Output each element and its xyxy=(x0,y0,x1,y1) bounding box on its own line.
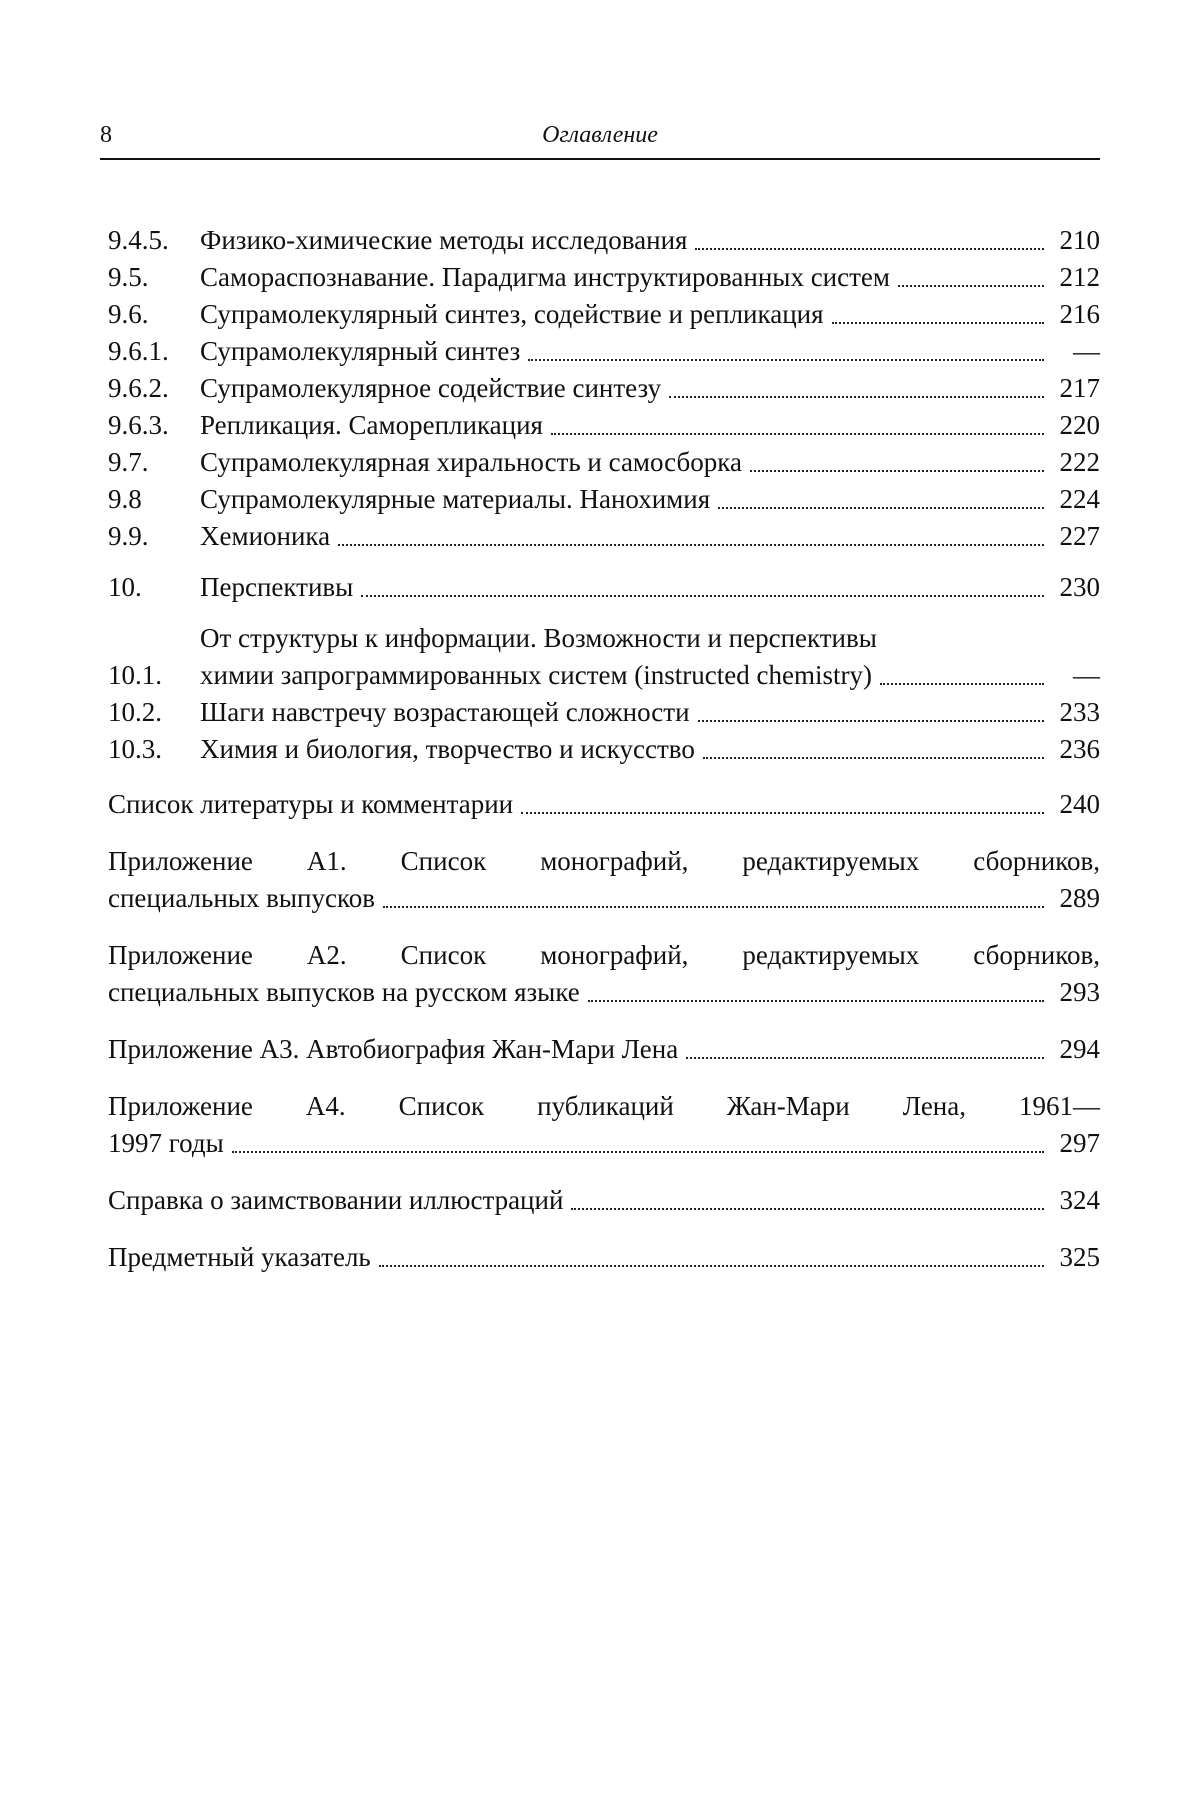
toc-entry[interactable] xyxy=(108,1031,1100,1068)
backmatter-title: Список литературы и комментарии xyxy=(108,786,513,823)
page-ref: 324 xyxy=(1054,1182,1100,1219)
dot-leader xyxy=(379,1265,1044,1267)
page-ref: 236 xyxy=(1054,731,1100,768)
dot-leader xyxy=(361,595,1044,597)
page-ref: 293 xyxy=(1054,974,1100,1011)
spacer xyxy=(108,606,1100,620)
section-title: Хемионика xyxy=(200,518,330,555)
appendix-title-line1: Приложение A1. Список монографий, редактируемых сборников, xyxy=(108,843,1100,880)
dot-leader xyxy=(686,1057,1044,1059)
spacer xyxy=(108,1011,1100,1031)
page-ref: 217 xyxy=(1054,370,1100,407)
toc-entry[interactable] xyxy=(108,569,1100,606)
toc-entry[interactable] xyxy=(108,937,1100,1011)
section-number: 9.8 xyxy=(108,481,200,518)
dot-leader xyxy=(703,757,1044,759)
toc-entry[interactable] xyxy=(108,407,1100,444)
backmatter-title: Предметный указатель xyxy=(108,1239,371,1276)
page-ref: 220 xyxy=(1054,407,1100,444)
toc-entry[interactable] xyxy=(108,1088,1100,1162)
dot-leader xyxy=(898,285,1044,287)
spacer xyxy=(108,917,1100,937)
section-title: Шаги навстречу возрастающей сложности xyxy=(200,694,690,731)
toc-entry[interactable] xyxy=(108,259,1100,296)
dot-leader xyxy=(750,470,1044,472)
spacer xyxy=(108,823,1100,843)
page-ref: 289 xyxy=(1054,880,1100,917)
toc-entry[interactable] xyxy=(108,1239,1100,1276)
dot-leader xyxy=(338,544,1044,546)
running-title: Оглавление xyxy=(100,122,1100,149)
toc-entry[interactable] xyxy=(108,1182,1100,1219)
dot-leader xyxy=(383,906,1044,908)
dot-leader xyxy=(588,1000,1044,1002)
dot-leader xyxy=(698,720,1044,722)
toc-entry[interactable] xyxy=(108,786,1100,823)
appendix-title-line1: Приложение A4. Список публикаций Жан-Мари Лена, 1961— xyxy=(108,1088,1100,1125)
spacer xyxy=(108,768,1100,786)
section-number: 9.6.2. xyxy=(108,370,200,407)
dot-leader xyxy=(571,1208,1044,1210)
toc-entry[interactable] xyxy=(108,518,1100,555)
section-number: 9.9. xyxy=(108,518,200,555)
section-title: Химия и биология, творчество и искусство xyxy=(200,731,695,768)
chapter-number: 10. xyxy=(108,569,200,606)
section-title: Супрамолекулярная хиральность и самосборка xyxy=(200,444,742,481)
dot-leader xyxy=(832,322,1044,324)
dot-leader xyxy=(880,683,1044,685)
dot-leader xyxy=(551,433,1044,435)
section-number: 9.6.3. xyxy=(108,407,200,444)
section-number: 10.1. xyxy=(108,657,200,694)
page-ref: — xyxy=(1054,333,1100,370)
page-ref: 216 xyxy=(1054,296,1100,333)
page-ref: 224 xyxy=(1054,481,1100,518)
spacer xyxy=(108,555,1100,569)
page-number: 8 xyxy=(100,122,112,149)
section-title-line1: От структуры к информации. Возможности и перспективы xyxy=(200,620,1100,657)
page-ref: 233 xyxy=(1054,694,1100,731)
page-ref: 297 xyxy=(1054,1125,1100,1162)
page-ref: 294 xyxy=(1054,1031,1100,1068)
toc-entry[interactable] xyxy=(108,296,1100,333)
dot-leader xyxy=(669,396,1044,398)
section-title: Супрамолекулярный синтез, содействие и репликация xyxy=(200,296,824,333)
section-number: 9.6. xyxy=(108,296,200,333)
spacer xyxy=(108,1162,1100,1182)
toc-entry[interactable] xyxy=(108,481,1100,518)
section-title: Физико-химические методы исследования xyxy=(200,222,687,259)
toc-entry[interactable] xyxy=(108,444,1100,481)
dot-leader xyxy=(232,1151,1044,1153)
section-number: 9.5. xyxy=(108,259,200,296)
spacer xyxy=(108,1219,1100,1239)
appendix-title: Приложение A3. Автобиография Жан-Мари Лена xyxy=(108,1031,678,1068)
section-title: Супрамолекулярные материалы. Нанохимия xyxy=(200,481,710,518)
toc-entry[interactable] xyxy=(108,620,1100,694)
page-ref: 240 xyxy=(1054,786,1100,823)
toc-entry[interactable] xyxy=(108,222,1100,259)
page-ref: — xyxy=(1054,657,1100,694)
page-ref: 230 xyxy=(1054,569,1100,606)
section-number: 9.4.5. xyxy=(108,222,200,259)
toc-entry[interactable] xyxy=(108,731,1100,768)
appendix-title-line1: Приложение A2. Список монографий, редактируемых сборников, xyxy=(108,937,1100,974)
dot-leader xyxy=(718,507,1044,509)
section-number: 10.3. xyxy=(108,731,200,768)
spacer xyxy=(108,1068,1100,1088)
page-ref: 227 xyxy=(1054,518,1100,555)
appendix-title-line2: 1997 годы xyxy=(108,1125,224,1162)
book-page xyxy=(0,0,1200,1818)
section-title: Репликация. Саморепликация xyxy=(200,407,543,444)
running-header xyxy=(100,118,1100,160)
toc-entry[interactable] xyxy=(108,694,1100,731)
appendix-title-line2: специальных выпусков xyxy=(108,880,375,917)
appendix-title-line2: специальных выпусков на русском языке xyxy=(108,974,580,1011)
section-number: 10.2. xyxy=(108,694,200,731)
page-ref: 212 xyxy=(1054,259,1100,296)
toc-entry[interactable] xyxy=(108,370,1100,407)
toc-entry[interactable] xyxy=(108,843,1100,917)
section-title: Супрамолекулярное содействие синтезу xyxy=(200,370,661,407)
page-ref: 325 xyxy=(1054,1239,1100,1276)
section-title-line2: химии запрограммированных систем (instructed chemistry) xyxy=(200,657,872,694)
toc-entry[interactable] xyxy=(108,333,1100,370)
page-ref: 222 xyxy=(1054,444,1100,481)
table-of-contents xyxy=(108,222,1100,1276)
dot-leader xyxy=(528,359,1044,361)
section-number: 9.6.1. xyxy=(108,333,200,370)
page-ref: 210 xyxy=(1054,222,1100,259)
section-title: Самораспознавание. Парадигма инструктированных систем xyxy=(200,259,890,296)
dot-leader xyxy=(521,812,1044,814)
section-title: Супрамолекулярный синтез xyxy=(200,333,520,370)
dot-leader xyxy=(695,248,1044,250)
chapter-title: Перспективы xyxy=(200,569,353,606)
section-number: 9.7. xyxy=(108,444,200,481)
backmatter-title: Справка о заимствовании иллюстраций xyxy=(108,1182,563,1219)
